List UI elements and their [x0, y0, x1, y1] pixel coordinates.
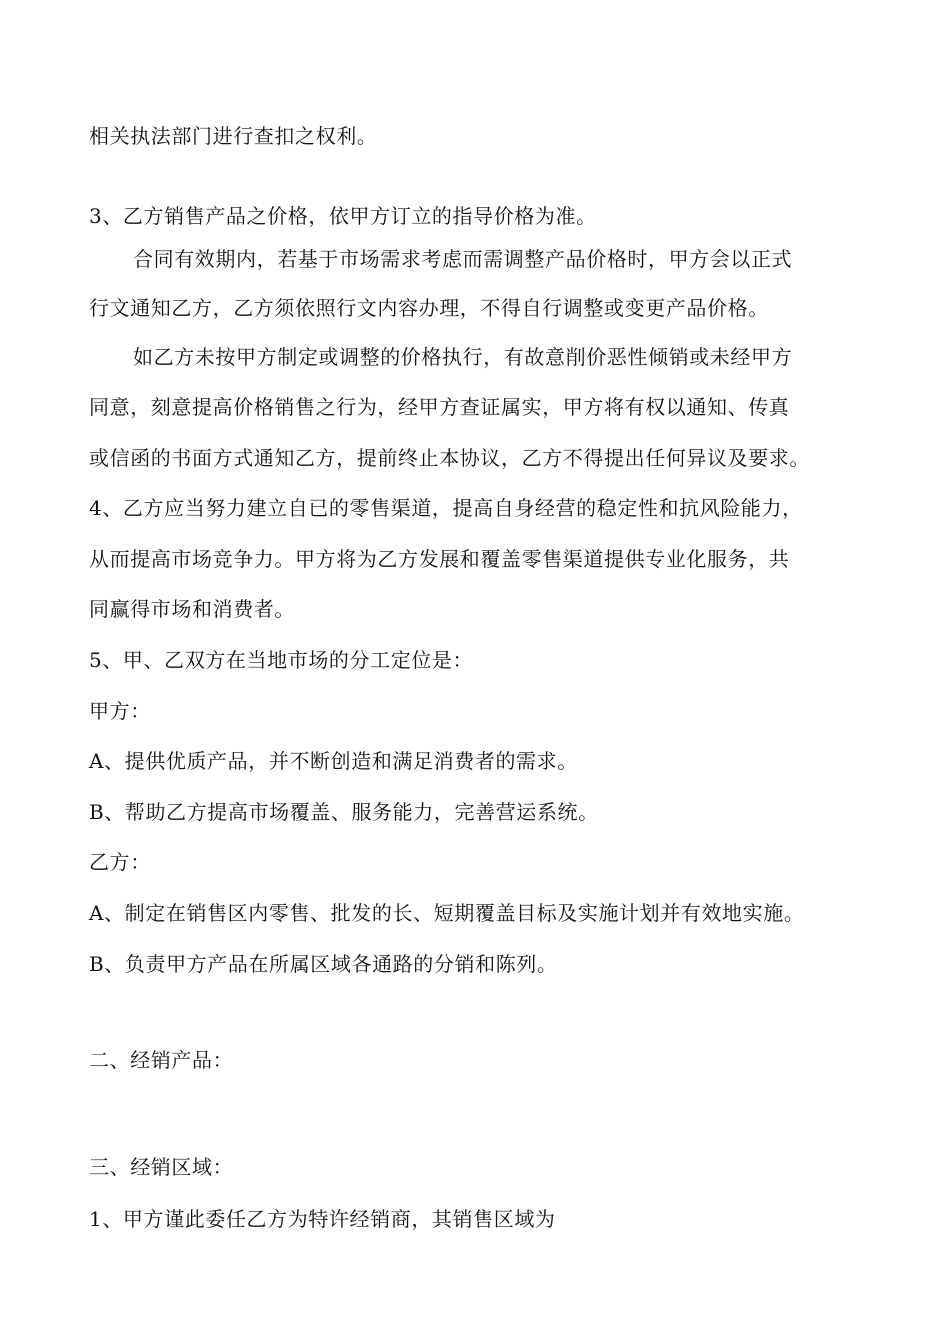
- clause-5-heading: 5、甲、乙双方在当地市场的分工定位是：: [89, 648, 474, 672]
- text-line: 同赢得市场和消费者。: [89, 597, 295, 621]
- list-item: B、负责甲方产品在所属区域各通路的分销和陈列。: [89, 952, 558, 976]
- clause-3-heading: 3、乙方销售产品之价格，依甲方订立的指导价格为准。: [89, 204, 597, 228]
- text-line: 如乙方未按甲方制定或调整的价格执行，有故意削价恶性倾销或未经甲方: [133, 345, 793, 369]
- list-item: A、制定在销售区内零售、批发的长、短期覆盖目标及实施计划并有效地实施。: [89, 901, 805, 925]
- text-line: 从而提高市场竞争力。甲方将为乙方发展和覆盖零售渠道提供专业化服务，共: [89, 547, 790, 571]
- list-item: A、提供优质产品，并不断创造和满足消费者的需求。: [89, 749, 578, 773]
- text-line: 相关执法部门进行查扣之权利。: [89, 124, 378, 148]
- party-a-label: 甲方：: [89, 699, 151, 723]
- text-line: 合同有效期内，若基于市场需求考虑而需调整产品价格时，甲方会以正式: [133, 247, 793, 271]
- party-b-label: 乙方：: [89, 850, 151, 874]
- list-item: B、帮助乙方提高市场覆盖、服务能力，完善营运系统。: [89, 800, 599, 824]
- text-line: 同意，刻意提高价格销售之行为，经甲方查证属实，甲方将有权以通知、传真: [89, 395, 790, 419]
- text-line: 或信函的书面方式通知乙方，提前终止本协议，乙方不得提出任何异议及要求。: [89, 446, 810, 470]
- section-2-heading: 二、经销产品：: [89, 1048, 234, 1072]
- clause-4-heading: 4、乙方应当努力建立自已的零售渠道，提高自身经营的稳定性和抗风险能力，: [89, 496, 803, 520]
- text-line: 1、甲方谨此委任乙方为特许经销商，其销售区域为: [89, 1207, 556, 1231]
- section-3-heading: 三、经销区域：: [89, 1155, 234, 1179]
- text-line: 行文通知乙方，乙方须依照行文内容办理，不得自行调整或变更产品价格。: [89, 296, 769, 320]
